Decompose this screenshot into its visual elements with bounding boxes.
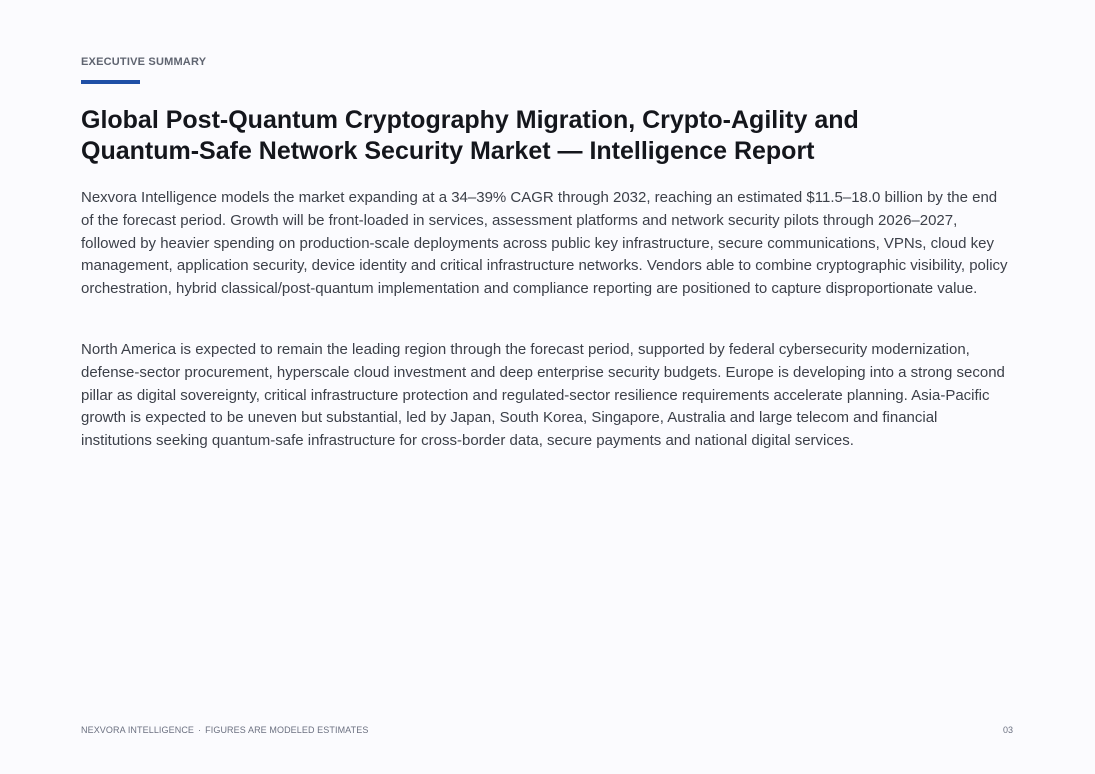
title-line-2: Quantum-Safe Network Security Market — Intelligence Report (81, 137, 815, 165)
section-label: EXECUTIVE SUMMARY (81, 56, 207, 68)
page-number: 03 (1003, 725, 1014, 735)
footer-disclaimer: FIGURES ARE MODELED ESTIMATES (205, 725, 369, 735)
summary-paragraph-2: North America is expected to remain the leading region through the forecast period, supported by federal cybersecurity modernization, defense-sector procurement, hyperscale cloud investment and deep enterprise security budgets. Europe is developing into a strong second pillar as digital sovereignty, critical infrastructure protection and regulated-sector resilience requirements accelerate planning. Asia-Pacific growth is expected to be uneven but substantial, led by Japan, South Korea, Singapore, Australia and large telecom and financial institutions seeking quantum-safe infrastructure for cross-border data, secure payments and national digital services. (81, 341, 1005, 450)
summary-paragraph-1: Nexvora Intelligence models the market expanding at a 34–39% CAGR through 2032, reaching an estimated $11.5–18.0 billion by the end of the forecast period. Growth will be front-loaded in services, assessment platforms and network security pilots through 2026–2027, followed by heavier spending on production-scale deployments across public key infrastructure, secure communications, VPNs, cloud key management, application security, device identity and critical infrastructure networks. Vendors able to combine cryptographic visibility, policy orchestration, hybrid classical/post-quantum implementation and compliance reporting are positioned to capture disproportionate value. (81, 189, 1008, 298)
title-line-1: Global Post-Quantum Cryptography Migration, Crypto-Agility and (81, 106, 859, 134)
page-title (81, 105, 981, 167)
footer-note (81, 725, 368, 735)
footer-separator: · (198, 725, 202, 735)
accent-rule (81, 80, 140, 84)
footer-brand: NEXVORA INTELLIGENCE (81, 725, 195, 735)
